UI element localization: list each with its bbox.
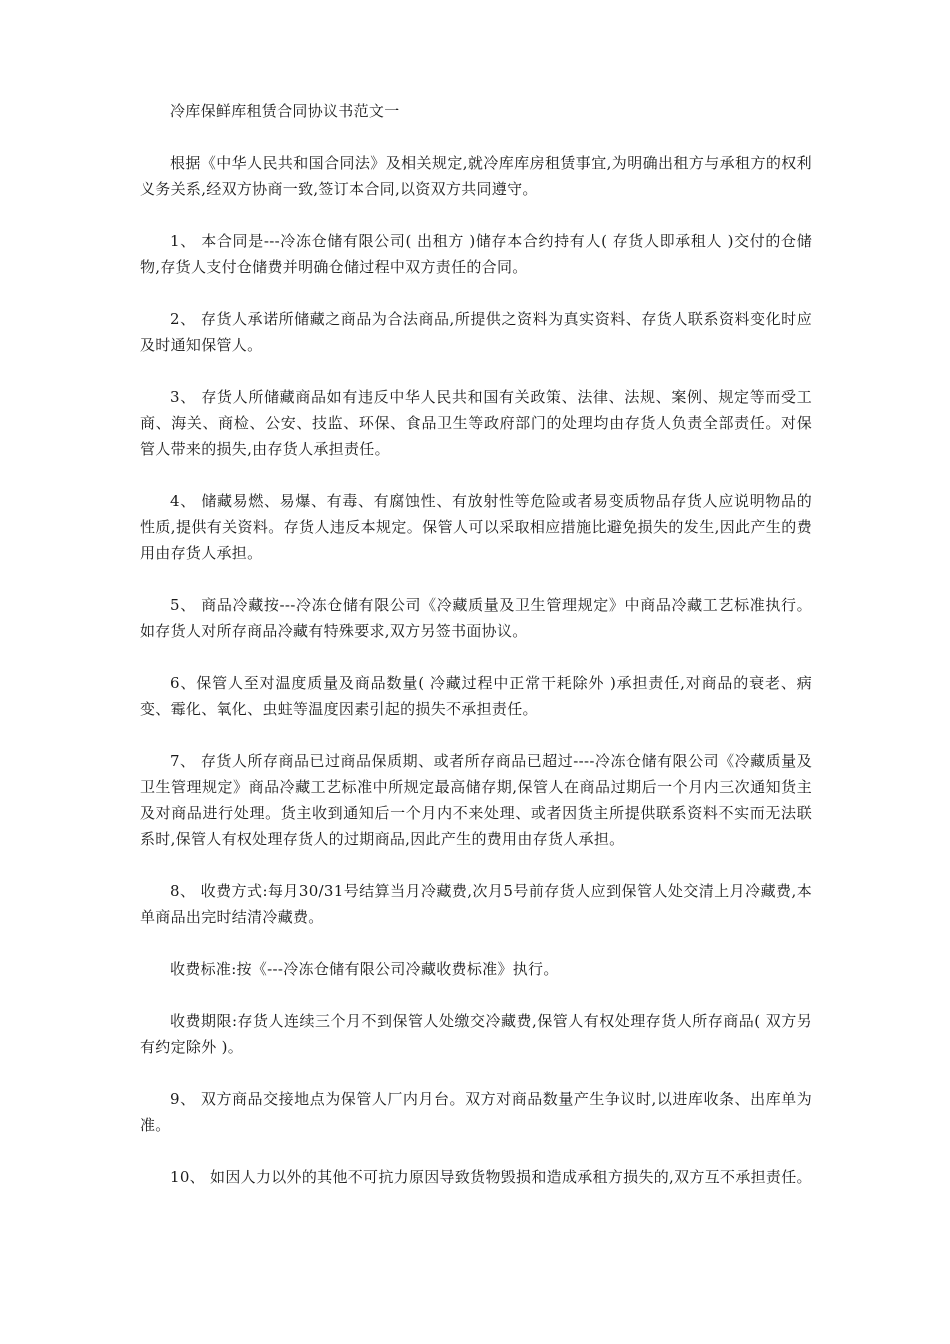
clause-4-paragraph: 4、 储藏易燃、易爆、有毒、有腐蚀性、有放射性等危险或者易变质物品存货人应说明物品的性质,提供有关资料。存货人违反本规定。保管人可以采取相应措施比避免损失的发生,因此产生的费用由存货人承担。: [140, 492, 812, 562]
clause-5-paragraph: 5、 商品冷藏按---冷冻仓储有限公司《冷藏质量及卫生管理规定》中商品冷藏工艺标准执行。如存货人对所存商品冷藏有特殊要求,双方另签书面协议。: [140, 596, 812, 640]
clause-1-paragraph: 1、 本合同是---冷冻仓储有限公司( 出租方 )储存本合约持有人( 存货人即承租人 )交付的仓储物,存货人支付仓储费并明确仓储过程中双方责任的合同。: [140, 232, 812, 276]
clause-2-paragraph: 2、 存货人承诺所储藏之商品为合法商品,所提供之资料为真实资料、存货人联系资料变化时应及时通知保管人。: [140, 310, 812, 354]
clause-7-paragraph: 7、 存货人所存商品已过商品保质期、或者所存商品已超过----冷冻仓储有限公司《冷藏质量及卫生管理规定》商品冷藏工艺标准中所规定最高储存期,保管人在商品过期后一个月内三次通知货主及对商品进行处理。货主收到通知后一个月内不来处理、或者因货主所提供联系资料不实而无法联系时,保管人有权处理存货人的过期商品,因此产生的费用由存货人承担。: [140, 752, 812, 848]
fee-standard-paragraph: 收费标准:按《---冷冻仓储有限公司冷藏收费标准》执行。: [170, 960, 559, 978]
clause-9-paragraph: 9、 双方商品交接地点为保管人厂内月台。双方对商品数量产生争议时,以进库收条、出库单为准。: [140, 1090, 812, 1134]
clause-3-paragraph: 3、 存货人所储藏商品如有违反中华人民共和国有关政策、法律、法规、案例、规定等而受工商、海关、商检、公安、技监、环保、食品卫生等政府部门的处理均由存货人负责全部责任。对保管人带来的损失,由存货人承担责任。: [140, 388, 812, 458]
document-page: [140, 98, 812, 1216]
preamble-paragraph: 根据《中华人民共和国合同法》及相关规定,就冷库库房租赁事宜,为明确出租方与承租方的权利义务关系,经双方协商一致,签订本合同,以资双方共同遵守。: [140, 154, 812, 198]
clause-6-paragraph: 6、保管人至对温度质量及商品数量( 冷藏过程中正常干耗除外 )承担责任,对商品的衰老、病变、霉化、氧化、虫蛀等温度因素引起的损失不承担责任。: [140, 674, 812, 718]
clause-8-paragraph: 8、 收费方式:每月30/31号结算当月冷藏费,次月5号前存货人应到保管人处交清上月冷藏费,本单商品出完时结清冷藏费。: [140, 882, 812, 926]
document-title: 冷库保鲜库租赁合同协议书范文一: [170, 102, 400, 120]
fee-deadline-paragraph: 收费期限:存货人连续三个月不到保管人处缴交冷藏费,保管人有权处理存货人所存商品( 双方另有约定除外 )。: [140, 1012, 812, 1056]
clause-10-paragraph: 10、 如因人力以外的其他不可抗力原因导致货物毁损和造成承租方损失的,双方互不承担责任。: [170, 1168, 812, 1186]
